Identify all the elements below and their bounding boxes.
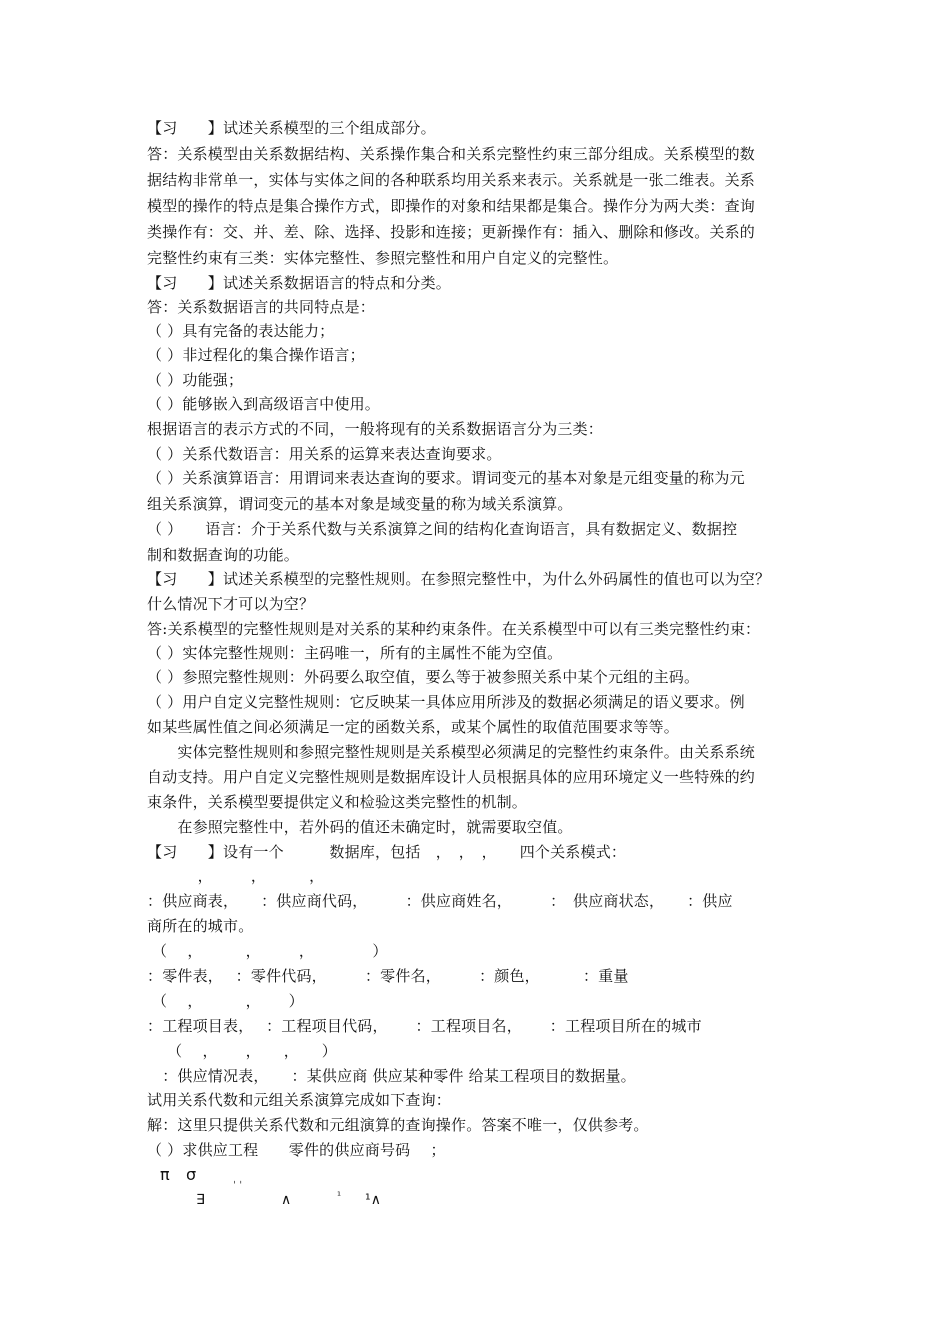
exists-quantifier: ∃ [196,1192,206,1208]
answer-paragraph-line: 完整性约束有三类：实体完整性、参照完整性和用户自定义的完整性。 [147,249,619,267]
schema-description-line: ：供应商表， ：供应商代码， ：供应商姓名， ： 供应商状态， ：供应 [147,892,733,910]
answer-paragraph-line: 解：这里只提供关系代数和元组演算的查询操作。答案不唯一，仅供参考。 [147,1116,649,1134]
schema-line: （ ， ， ） [147,992,304,1010]
answer-paragraph-line: 组关系演算，谓词变元的基本对象是域变量的称为域关系演算。 [147,495,573,513]
exercise-heading: 【习 】试述关系模型的三个组成部分。 [147,119,436,137]
answer-paragraph-line: 试用关系代数和元组关系演算完成如下查询： [147,1091,452,1109]
answer-paragraph-line: 类操作有：交、并、差、除、选择、投影和连接；更新操作有：插入、删除和修改。关系的 [147,223,756,241]
answer-paragraph-line: 答：关系数据语言的共同特点是： [147,298,376,316]
list-item: （ ） 语言：介于关系代数与关系演算之间的结构化查询语言，具有数据定义、数据控 [147,520,738,538]
answer-paragraph-line: 模型的操作的特点是集合操作方式，即操作的对象和结果都是集合。操作分为两大类：查询 [147,197,756,215]
answer-paragraph-line: 什么情况下才可以为空？ [147,595,315,613]
answer-paragraph-line: 如某些属性值之间必须满足一定的函数关系，或某个属性的取值范围要求等等。 [147,718,680,736]
list-item: （ ）关系代数语言：用关系的运算来表达查询要求。 [147,445,502,463]
answer-paragraph-line: 在参照完整性中，若外码的值还未确定时，就需要取空值。 [147,818,573,836]
list-item: （ ）具有完备的表达能力； [147,322,335,340]
list-item: （ ）功能强； [147,371,244,389]
answer-paragraph-line: 制和数据查询的功能。 [147,546,300,564]
schema-description-line: ：工程项目表， ：工程项目代码， ：工程项目名， ：工程项目所在的城市 [147,1017,702,1035]
relational-algebra-operators: π σ [160,1165,197,1184]
exercise-heading: 【习 】设有一个 数据库，包括 ， ， ， 四个关系模式： [147,843,627,861]
list-item: （ ）实体完整性规则：主码唯一，所有的主属性不能为空值。 [147,644,563,662]
query-item: （ ）求供应工程 零件的供应商号码 ； [147,1141,446,1159]
and-operator: ¹∧ [365,1192,382,1208]
schema-description-line: ：供应情况表， ：某供应商 供应某种零件 给某工程项目的数据量。 [147,1067,636,1085]
answer-paragraph-line: 束条件，关系模型要提供定义和检验这类完整性的机制。 [147,793,528,811]
schema-description-line: ：零件表， ：零件代码， ：零件名， ：颜色， ：重量 [147,967,629,985]
formula-subscript-marks: ˌ ˌ [233,1174,243,1185]
list-item: （ ）用户自定义完整性规则：它反映某一具体应用所涉及的数据必须满足的语义要求。例 [147,693,745,711]
formula-superscript-mark: ¹ [337,1191,342,1202]
list-item: （ ）关系演算语言：用谓词来表达查询的要求。谓词变元的基本对象是元组变量的称为元 [147,469,745,487]
answer-paragraph-line: 自动支持。用户自定义完整性规则是数据库设计人员根据具体的应用环境定义一些特殊的约 [147,768,756,786]
answer-paragraph-line: 答:关系模型的完整性规则是对关系的某种约束条件。在关系模型中可以有三类完整性约束： [147,620,761,638]
list-item: （ ）能够嵌入到高级语言中使用。 [147,395,380,413]
schema-line: ， ， ， [147,867,325,885]
schema-line: （ ， ， ， ） [147,942,388,960]
exercise-heading: 【习 】试述关系模型的完整性规则。在参照完整性中，为什么外码属性的值也可以为空？ [147,570,771,588]
list-item: （ ）非过程化的集合操作语言； [147,346,365,364]
list-item: （ ）参照完整性规则：外码要么取空值，要么等于被参照关系中某个元组的主码。 [147,668,700,686]
and-operator: ∧ [281,1192,292,1208]
answer-paragraph-line: 根据语言的表示方式的不同，一般将现有的关系数据语言分为三类： [147,420,604,438]
answer-paragraph-line: 答：关系模型由关系数据结构、关系操作集合和关系完整性约束三部分组成。关系模型的数 [147,145,756,163]
schema-line: （ ， ， ， ） [147,1042,338,1060]
answer-paragraph-line: 据结构非常单一，实体与实体之间的各种联系均用关系来表示。关系就是一张二维表。关系 [147,171,756,189]
schema-description-line: 商所在的城市。 [147,917,254,935]
exercise-heading: 【习 】试述关系数据语言的特点和分类。 [147,274,452,292]
answer-paragraph-line: 实体完整性规则和参照完整性规则是关系模型必须满足的完整性约束条件。由关系系统 [147,743,756,761]
